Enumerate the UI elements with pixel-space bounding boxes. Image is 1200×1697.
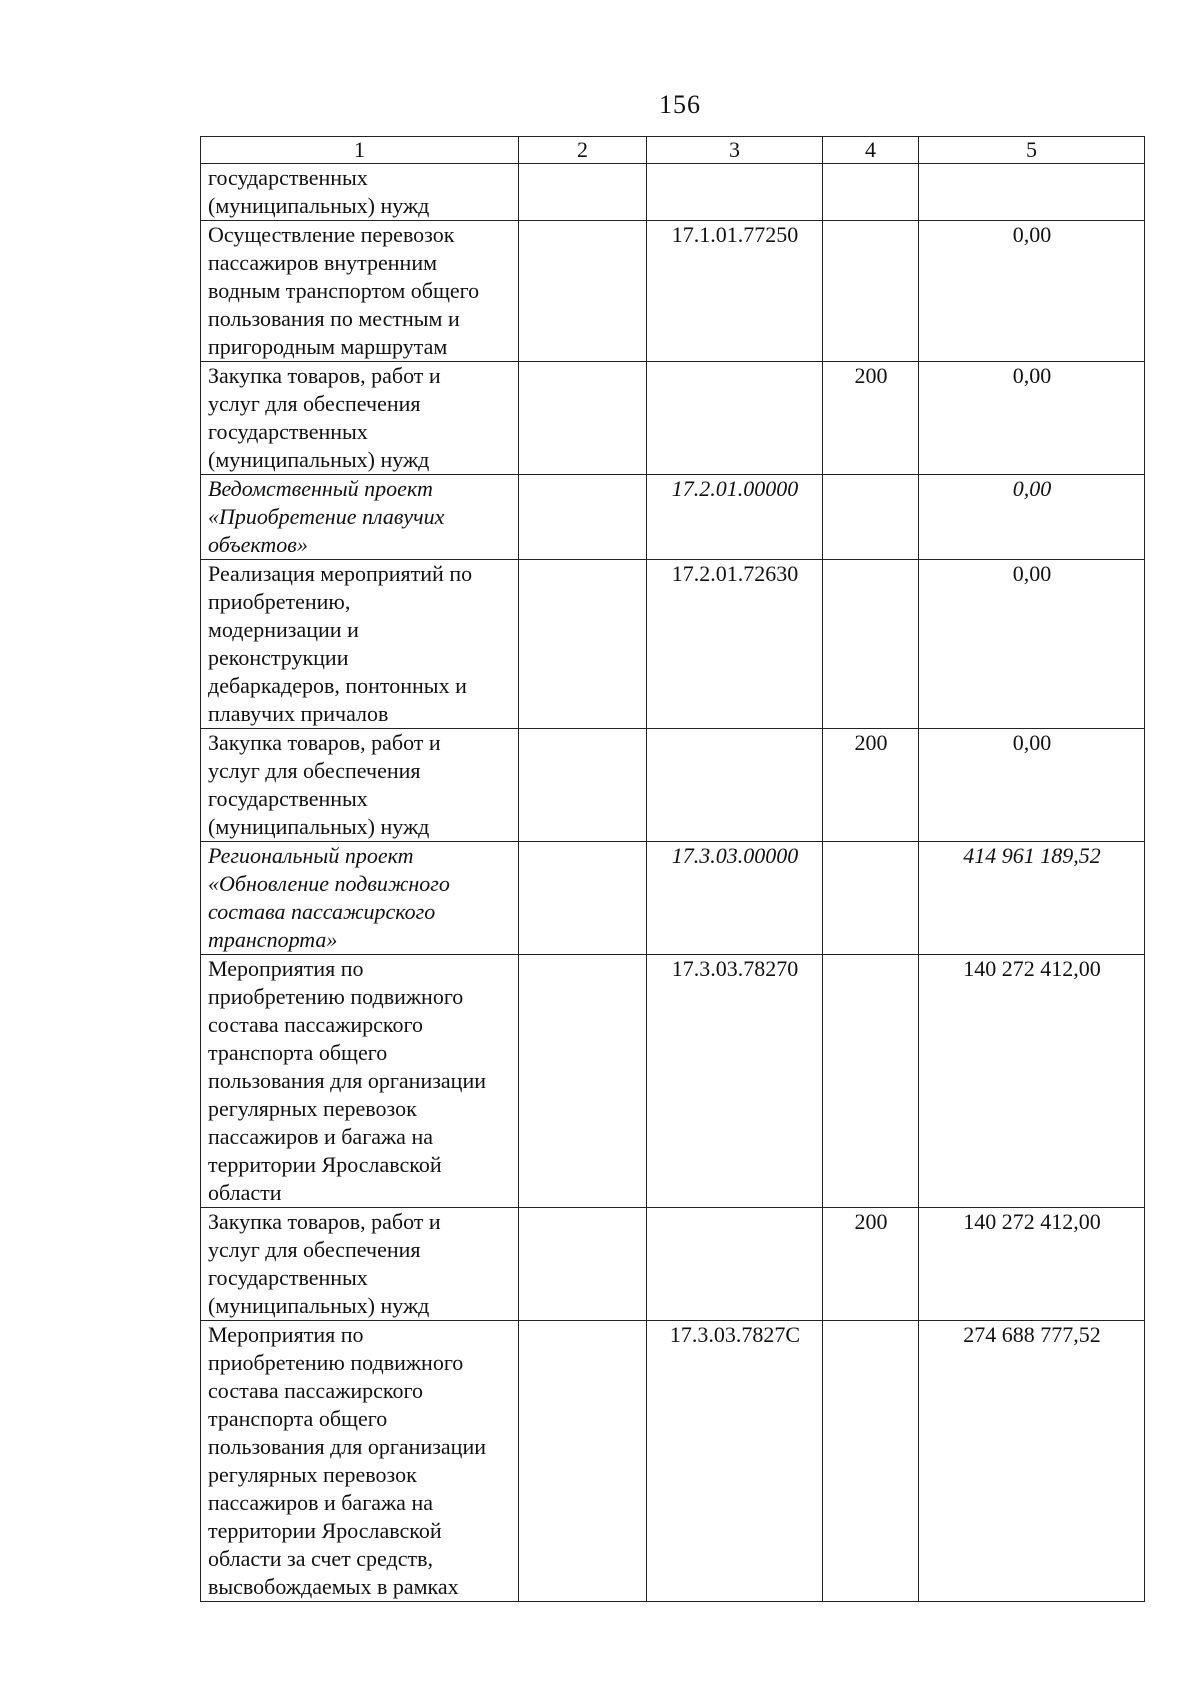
row-amount-cell: 274 688 777,52 [919, 1321, 1145, 1602]
row-col2-cell [519, 1208, 647, 1321]
table-row [201, 221, 1145, 362]
row-amount-cell: 0,00 [919, 221, 1145, 362]
row-name-cell: Мероприятия по приобретению подвижного состава пассажирского транспорта общего пользования для организации регулярных перевозок пассажиров и багажа на территории Ярославской области [201, 955, 519, 1208]
row-code-cell [647, 1208, 823, 1321]
row-name-cell: Осуществление перевозок пассажиров внутренним водным транспортом общего пользования по местным и пригородным маршрутам [201, 221, 519, 362]
row-type-cell: 200 [823, 729, 919, 842]
row-code-cell [647, 729, 823, 842]
row-col2-cell [519, 729, 647, 842]
row-name-cell: Закупка товаров, работ и услуг для обеспечения государственных (муниципальных) нужд [201, 1208, 519, 1321]
table-row [201, 164, 1145, 221]
table-row [201, 362, 1145, 475]
row-col2-cell [519, 362, 647, 475]
row-amount-cell: 140 272 412,00 [919, 955, 1145, 1208]
table-row [201, 1208, 1145, 1321]
row-code-cell: 17.2.01.00000 [647, 475, 823, 560]
row-type-cell [823, 1321, 919, 1602]
row-amount-cell: 0,00 [919, 362, 1145, 475]
table-row [201, 729, 1145, 842]
header-cell-3: 3 [647, 137, 823, 164]
table-row [201, 560, 1145, 729]
table-row [201, 1321, 1145, 1602]
row-col2-cell [519, 842, 647, 955]
row-amount-cell: 0,00 [919, 560, 1145, 729]
row-name-cell: Реализация мероприятий по приобретению, модернизации и реконструкции дебаркадеров, понтонных и плавучих причалов [201, 560, 519, 729]
row-col2-cell [519, 560, 647, 729]
row-amount-cell: 0,00 [919, 475, 1145, 560]
row-type-cell: 200 [823, 362, 919, 475]
row-type-cell [823, 221, 919, 362]
row-name-cell: Ведомственный проект «Приобретение плавучих объектов» [201, 475, 519, 560]
row-code-cell: 17.3.03.00000 [647, 842, 823, 955]
table-body [201, 137, 1145, 1602]
row-code-cell [647, 362, 823, 475]
row-type-cell [823, 560, 919, 729]
row-col2-cell [519, 475, 647, 560]
table-row [201, 842, 1145, 955]
row-code-cell: 17.1.01.77250 [647, 221, 823, 362]
row-name-cell: Закупка товаров, работ и услуг для обеспечения государственных (муниципальных) нужд [201, 729, 519, 842]
row-code-cell: 17.3.03.7827С [647, 1321, 823, 1602]
row-code-cell: 17.3.03.78270 [647, 955, 823, 1208]
row-col2-cell [519, 221, 647, 362]
table-row [201, 955, 1145, 1208]
page-number: 156 [659, 90, 701, 119]
row-type-cell [823, 475, 919, 560]
table-header-row [201, 137, 1145, 164]
row-amount-cell: 140 272 412,00 [919, 1208, 1145, 1321]
row-type-cell [823, 955, 919, 1208]
row-name-cell: Мероприятия по приобретению подвижного состава пассажирского транспорта общего пользования для организации регулярных перевозок пассажиров и багажа на территории Ярославской области за счет средств, высвобождаемых в рамках [201, 1321, 519, 1602]
row-amount-cell: 0,00 [919, 729, 1145, 842]
row-name-cell: Региональный проект «Обновление подвижного состава пассажирского транспорта» [201, 842, 519, 955]
row-type-cell [823, 842, 919, 955]
row-code-cell: 17.2.01.72630 [647, 560, 823, 729]
row-name-cell: Закупка товаров, работ и услуг для обеспечения государственных (муниципальных) нужд [201, 362, 519, 475]
row-col2-cell [519, 1321, 647, 1602]
row-type-cell [823, 164, 919, 221]
row-col2-cell [519, 164, 647, 221]
row-name-cell: государственных (муниципальных) нужд [201, 164, 519, 221]
header-cell-1: 1 [201, 137, 519, 164]
row-code-cell [647, 164, 823, 221]
header-cell-2: 2 [519, 137, 647, 164]
row-amount-cell: 414 961 189,52 [919, 842, 1145, 955]
budget-table [200, 136, 1145, 1602]
header-cell-4: 4 [823, 137, 919, 164]
header-cell-5: 5 [919, 137, 1145, 164]
table-row [201, 475, 1145, 560]
row-amount-cell [919, 164, 1145, 221]
row-type-cell: 200 [823, 1208, 919, 1321]
row-col2-cell [519, 955, 647, 1208]
